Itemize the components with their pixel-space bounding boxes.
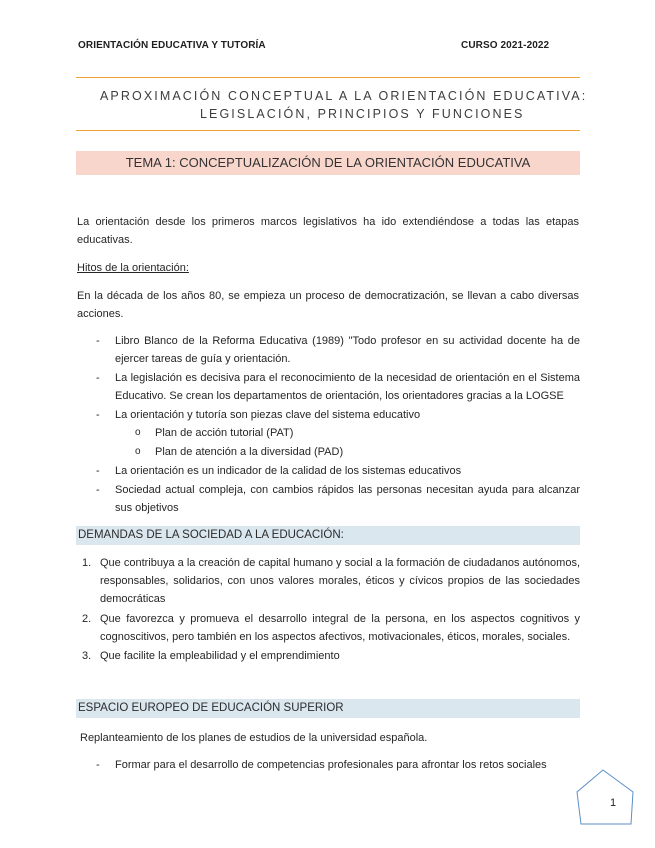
numbered-item: Que facilite la empleabilidad y el emprendimiento xyxy=(100,650,340,662)
header-course-title: ORIENTACIÓN EDUCATIVA Y TUTORÍA xyxy=(78,40,266,51)
section-heading-eees: ESPACIO EUROPEO DE EDUCACIÓN SUPERIOR xyxy=(78,702,344,714)
list-bullet-dash: - xyxy=(96,409,100,421)
page-number: 1 xyxy=(609,797,617,809)
sub-list-item: Plan de atención a la diversidad (PAD) xyxy=(155,446,344,458)
list-item: La legislación es decisiva para el reconocimiento de la necesidad de orientación en el Sistema Educativo. Se crean los departamentos de orientación, los orientadores gracias a la LOGSE xyxy=(115,372,580,402)
list-bullet-circle: o xyxy=(135,446,141,457)
list-item: Libro Blanco de la Reforma Educativa (1989) "Todo profesor en su actividad docente ha de ejercer tareas de guía y orientación. xyxy=(115,335,580,365)
list-bullet-dash: - xyxy=(96,484,100,496)
list-item: La orientación y tutoría son piezas clave del sistema educativo xyxy=(115,409,421,421)
header-course-year: CURSO 2021-2022 xyxy=(461,40,550,51)
list-number: 2. xyxy=(82,613,92,625)
numbered-item: Que contribuya a la creación de capital humano y social a la formación de ciudadanos autónomos, responsables, solidarios, con unos valores morales, éticos y cívicos propios de las sociedades democráticas xyxy=(100,557,581,605)
decade-paragraph: En la década de los años 80, se empieza un proceso de democratización, se llevan a cabo diversas acciones. xyxy=(77,290,579,320)
list-item: Formar para el desarrollo de competencias profesionales para afrontar los retos sociales xyxy=(115,759,547,771)
numbered-item: Que favorezca y promueva el desarrollo integral de la persona, en los aspectos cognitivos y cognoscitivos, pero también en los aspectos afectivos, motivacionales, éticos, morales, sociales. xyxy=(100,613,580,643)
list-bullet-dash: - xyxy=(96,465,100,477)
hitos-label: Hitos de la orientación: xyxy=(77,262,189,274)
list-bullet-dash: - xyxy=(96,372,100,384)
list-item: La orientación es un indicador de la calidad de los sistemas educativos xyxy=(115,465,462,477)
eees-intro: Replanteamiento de los planes de estudios de la universidad española. xyxy=(80,732,428,744)
sub-list-item: Plan de acción tutorial (PAT) xyxy=(155,427,294,439)
list-number: 1. xyxy=(82,557,92,569)
list-bullet-dash: - xyxy=(96,335,100,347)
list-number: 3. xyxy=(82,650,92,662)
intro-paragraph: La orientación desde los primeros marcos legislativos ha ido extendiéndose a todas las etapas educativas. xyxy=(77,216,579,246)
list-bullet-circle: o xyxy=(135,427,141,438)
tema-heading: TEMA 1: CONCEPTUALIZACIÓN DE LA ORIENTACIÓN EDUCATIVA xyxy=(125,155,531,170)
section-heading-demandas: DEMANDAS DE LA SOCIEDAD A LA EDUCACIÓN: xyxy=(78,529,344,541)
list-item: Sociedad actual compleja, con cambios rápidos las personas necesitan ayuda para alcanzar sus objetivos xyxy=(115,484,580,514)
title-top-rule xyxy=(76,77,580,78)
document-title-line-2: LEGISLACIÓN, PRINCIPIOS Y FUNCIONES xyxy=(200,107,525,121)
document-title-line-1: APROXIMACIÓN CONCEPTUAL A LA ORIENTACIÓN EDUCATIVA: xyxy=(100,89,588,103)
list-bullet-dash: - xyxy=(96,759,100,771)
title-bottom-rule xyxy=(76,130,580,131)
